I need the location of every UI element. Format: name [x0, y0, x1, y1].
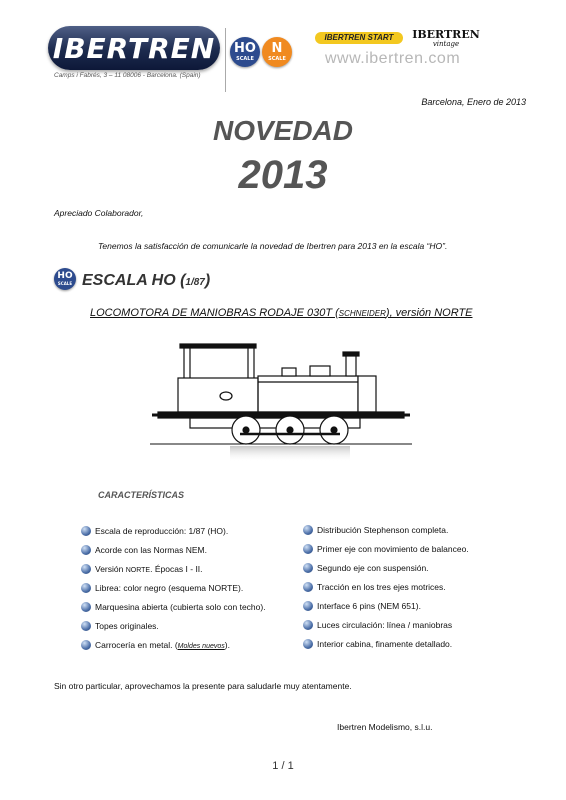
- locomotive-illustration: [150, 338, 412, 462]
- list-item: Topes originales.: [81, 620, 266, 639]
- section-heading: ESCALA HO (1/87): [82, 272, 211, 289]
- bullet-icon: [303, 582, 313, 592]
- bullet-icon: [303, 639, 313, 649]
- greeting: Apreciado Colaborador,: [54, 208, 144, 218]
- bullet-icon: [303, 544, 313, 554]
- bullet-icon: [303, 620, 313, 630]
- page-year: 2013: [238, 153, 328, 197]
- list-item: Segundo eje con suspensión.: [303, 562, 469, 581]
- list-item: Escala de reproducción: 1/87 (HO).: [81, 525, 266, 544]
- website-link[interactable]: www.ibertren.com: [325, 50, 461, 67]
- page-title: NOVEDAD: [212, 115, 353, 146]
- bullet-icon: [81, 640, 91, 650]
- list-item: Carrocería en metal. (Moldes nuevos).: [81, 639, 266, 658]
- features-list-right: [303, 524, 469, 657]
- bullet-icon: [81, 526, 91, 536]
- list-item: Acorde con las Normas NEM.: [81, 544, 266, 563]
- bullet-icon: [303, 525, 313, 535]
- bullet-icon: [81, 602, 91, 612]
- bullet-icon: [303, 563, 313, 573]
- bullet-icon: [81, 545, 91, 555]
- product-title: LOCOMOTORA DE MANIOBRAS RODAJE 030T (SCHNEIDER), versión NORTE: [90, 307, 473, 319]
- bullet-icon: [81, 583, 91, 593]
- bullet-icon: [81, 564, 91, 574]
- list-item: Interface 6 pins (NEM 651).: [303, 600, 469, 619]
- bullet-icon: [81, 621, 91, 631]
- signature: Ibertren Modelismo, s.l.u.: [337, 722, 433, 732]
- ibertren-logo: IBERTREN: [48, 26, 220, 70]
- list-item: Marquesina abierta (cubierta solo con techo).: [81, 601, 266, 620]
- list-item: Versión NORTE. Épocas I - II.: [81, 563, 266, 582]
- page-number: 1 / 1: [272, 760, 294, 772]
- ho-section-badge-icon: HO SCALE: [54, 268, 76, 290]
- ibertren-vintage-logo: IBERTREN vintage: [412, 28, 480, 48]
- list-item: Interior cabina, finamente detallado.: [303, 638, 469, 657]
- intro-paragraph: Tenemos la satisfacción de comunicarle la novedad de Ibertren para 2013 en la escala “HO”.: [98, 241, 448, 251]
- moldes-nuevos-link[interactable]: Moldes nuevos: [177, 643, 225, 650]
- ibertren-start-logo: IBERTREN START: [315, 32, 403, 44]
- company-address: Camps i Fabrés, 3 – 11 08006 - Barcelona. (Spain): [54, 72, 201, 79]
- closing-text: Sin otro particular, aprovechamos la presente para saludarle muy atentamente.: [54, 681, 352, 691]
- list-item: Libreа: color negro (esquema NORTE).: [81, 582, 266, 601]
- n-scale-badge-icon: N SCALE: [262, 37, 292, 67]
- list-item: Tracción en los tres ejes motrices.: [303, 581, 469, 600]
- features-list-left: [81, 525, 266, 658]
- features-heading: CARACTERÍSTICAS: [98, 490, 185, 500]
- list-item: Luces circulación: línea / maniobras: [303, 619, 469, 638]
- bullet-icon: [303, 601, 313, 611]
- header-divider: [225, 28, 226, 92]
- letter-date: Barcelona, Enero de 2013: [421, 97, 526, 107]
- list-item: Primer eje con movimiento de balanceo.: [303, 543, 469, 562]
- ho-scale-badge-icon: HO SCALE: [230, 37, 260, 67]
- list-item: Distribución Stephenson completa.: [303, 524, 469, 543]
